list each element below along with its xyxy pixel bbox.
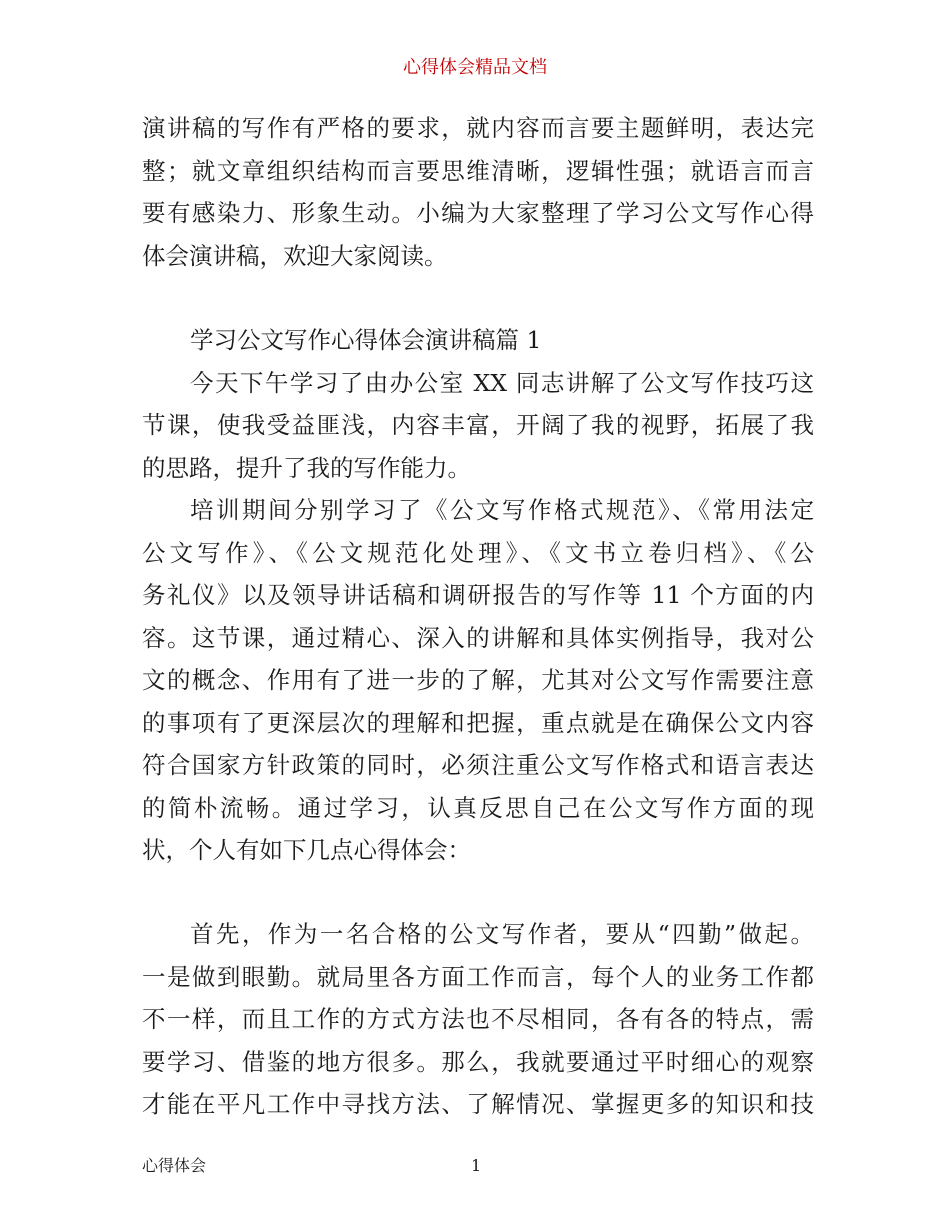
text-line: 整；就文章组织结构而言要思维清晰，逻辑性强；就语言而言 <box>142 156 814 185</box>
text-line: 的事项有了更深层次的理解和把握，重点就是在确保公文内容 <box>142 708 814 737</box>
page-number: 1 <box>471 1156 482 1175</box>
footer-label: 心得体会 <box>142 1156 207 1175</box>
text-line: 体会演讲稿，欢迎大家阅读。 <box>142 241 448 270</box>
text-line: 公文写作》、《公文规范化处理》、《文书立卷归档》、《公 <box>142 538 814 567</box>
text-line: 的思路，提升了我的写作能力。 <box>142 453 471 482</box>
text-line: 不一样，而且工作的方式方法也不尽相同，各有各的特点，需 <box>142 1005 814 1033</box>
text-line: 演讲稿的写作有严格的要求，就内容而言要主题鲜明，表达完 <box>142 114 814 142</box>
text-line: 的简朴流畅。通过学习，认真反思自己在公文写作方面的现 <box>142 793 814 822</box>
text-line: 才能在平凡工作中寻找方法、了解情况、掌握更多的知识和技 <box>142 1090 814 1118</box>
text-line: 一是做到眼勤。就局里各方面工作而言，每个人的业务工作都 <box>142 962 814 991</box>
intro-paragraph <box>142 107 814 277</box>
text-line: 务礼仪》以及领导讲话稿和调研报告的写作等 11 个方面的内 <box>142 581 814 609</box>
text-line: 符合国家方针政策的同时，必须注重公文写作格式和语言表达 <box>142 751 814 779</box>
text-line: 要有感染力、形象生动。小编为大家整理了学习公文写作心得 <box>142 199 814 227</box>
text-line: 状，个人有如下几点心得体会： <box>142 836 471 864</box>
paragraph-1 <box>142 362 814 490</box>
text-line: 容。这节课，通过精心、深入的讲解和具体实例指导，我对公 <box>142 623 814 652</box>
text-line: 培训期间分别学习了《公文写作格式规范》、《常用法定 <box>190 496 814 524</box>
text-line: 文的概念、作用有了进一步的了解，尤其对公文写作需要注意 <box>142 666 814 694</box>
section-body <box>142 319 814 872</box>
paragraph-3 <box>142 913 814 1126</box>
paragraph-2 <box>142 489 814 872</box>
section-heading: 学习公文写作心得体会演讲稿篇 1 <box>190 326 542 354</box>
text-line: 节课，使我受益匪浅，内容丰富，开阔了我的视野，拓展了我 <box>142 411 814 439</box>
text-line: 要学习、借鉴的地方很多。那么，我就要通过平时细心的观察 <box>142 1047 814 1076</box>
text-line: 今天下午学习了由办公室 XX 同志讲解了公文写作技巧这 <box>190 368 814 397</box>
text-line: 首先，作为一名合格的公文写作者，要从“四勤”做起。 <box>190 920 814 948</box>
document-header-title: 心得体会精品文档 <box>403 57 547 78</box>
